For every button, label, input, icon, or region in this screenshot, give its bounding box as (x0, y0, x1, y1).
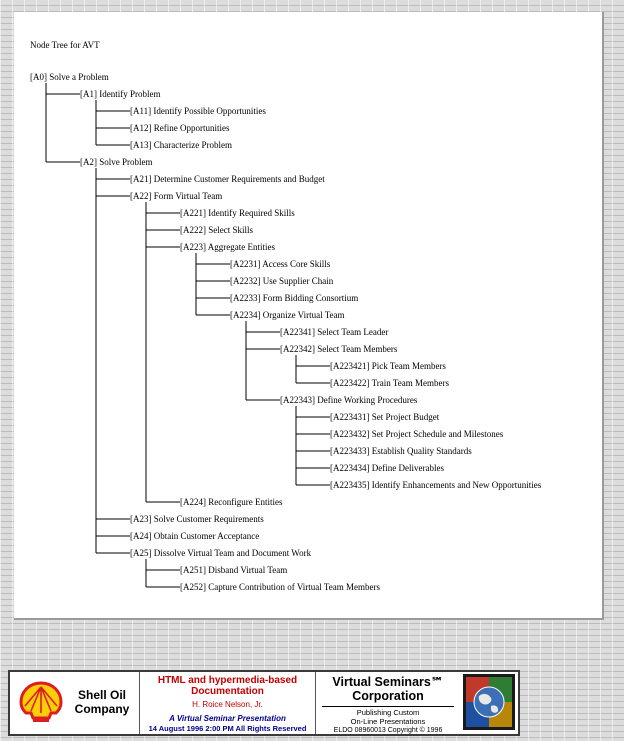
footer-banner (8, 670, 520, 736)
copyright-notice: ELDO 08960013 Copyright © 1996 (333, 727, 443, 734)
tree-node-a223433: [A223433] Establish Quality Standards (330, 446, 472, 456)
tree-node-a2: [A2] Solve Problem (80, 157, 153, 167)
virtual-seminars-logo[interactable] (460, 672, 518, 734)
document-credit[interactable] (140, 672, 316, 734)
tree-node-a24: [A24] Obtain Customer Acceptance (130, 531, 260, 541)
tree-node-a13: [A13] Characterize Problem (130, 140, 232, 150)
virtual-seminars-credit[interactable] (316, 672, 460, 734)
tree-node-a223432: [A223432] Set Project Schedule and Milestones (330, 429, 504, 439)
tree-node-a22341: [A22341] Select Team Leader (280, 327, 389, 337)
tree-node-a2233: [A2233] Form Bidding Consortium (230, 293, 359, 303)
tree-node-a22: [A22] Form Virtual Team (130, 191, 223, 201)
tree-node-a0: [A0] Solve a Problem (30, 72, 109, 82)
tree-node-a1: [A1] Identify Problem (80, 89, 161, 99)
tree-node-a224: [A224] Reconfigure Entities (180, 497, 283, 507)
divider (322, 706, 454, 707)
tree-node-a21: [A21] Determine Customer Requirements and Budget (130, 174, 325, 184)
virtual-seminars-name: Virtual Seminars℠ Corporation (332, 675, 444, 703)
virtual-seminars-globe-icon (463, 674, 515, 730)
diagram-panel (14, 12, 604, 620)
tree-node-a223422: [A223422] Train Team Members (330, 378, 449, 388)
tree-node-a223434: [A223434] Define Deliverables (330, 463, 444, 473)
tree-node-a223421: [A223421] Pick Team Members (330, 361, 446, 371)
document-title: HTML and hypermedia-based Documentation (157, 675, 298, 697)
tree-node-a11: [A11] Identify Possible Opportunities (130, 106, 266, 116)
tree-node-a22343: [A22343] Define Working Procedures (280, 395, 418, 405)
document-date: 14 August 1996 2:00 PM All Rights Reserved (148, 724, 307, 733)
tree-node-a223435: [A223435] Identify Enhancements and New Opportunities (330, 480, 542, 490)
tree-node-a223431: [A223431] Set Project Budget (330, 412, 440, 422)
tree-node-a2234: [A2234] Organize Virtual Team (230, 310, 345, 320)
shell-company-name: Shell Oil Company (74, 688, 130, 716)
tree-node-a251: [A251] Disband Virtual Team (180, 565, 288, 575)
tree-node-a23: [A23] Solve Customer Requirements (130, 514, 264, 524)
shell-logo-icon (17, 680, 65, 724)
tree-node-a2232: [A2232] Use Supplier Chain (230, 276, 334, 286)
tree-node-a252: [A252] Capture Contribution of Virtual Team Members (180, 582, 380, 592)
document-subtitle: A Virtual Seminar Presentation (169, 714, 286, 723)
tree-node-a2231: [A2231] Access Core Skills (230, 259, 331, 269)
tree-node-a222: [A222] Select Skills (180, 225, 253, 235)
shell-credit[interactable] (10, 672, 140, 734)
tree-node-a223: [A223] Aggregate Entities (180, 242, 275, 252)
virtual-seminars-tagline: Publishing Custom On-Line Presentations (350, 708, 426, 726)
diagram-title: Node Tree for AVT (30, 40, 100, 50)
tree-node-a22342: [A22342] Select Team Members (280, 344, 398, 354)
node-tree (14, 12, 602, 618)
tree-node-a221: [A221] Identify Required Skills (180, 208, 295, 218)
document-author: H. Roice Nelson, Jr. (192, 700, 263, 709)
tree-node-a25: [A25] Dissolve Virtual Team and Document Work (130, 548, 312, 558)
tree-node-a12: [A12] Refine Opportunities (130, 123, 230, 133)
